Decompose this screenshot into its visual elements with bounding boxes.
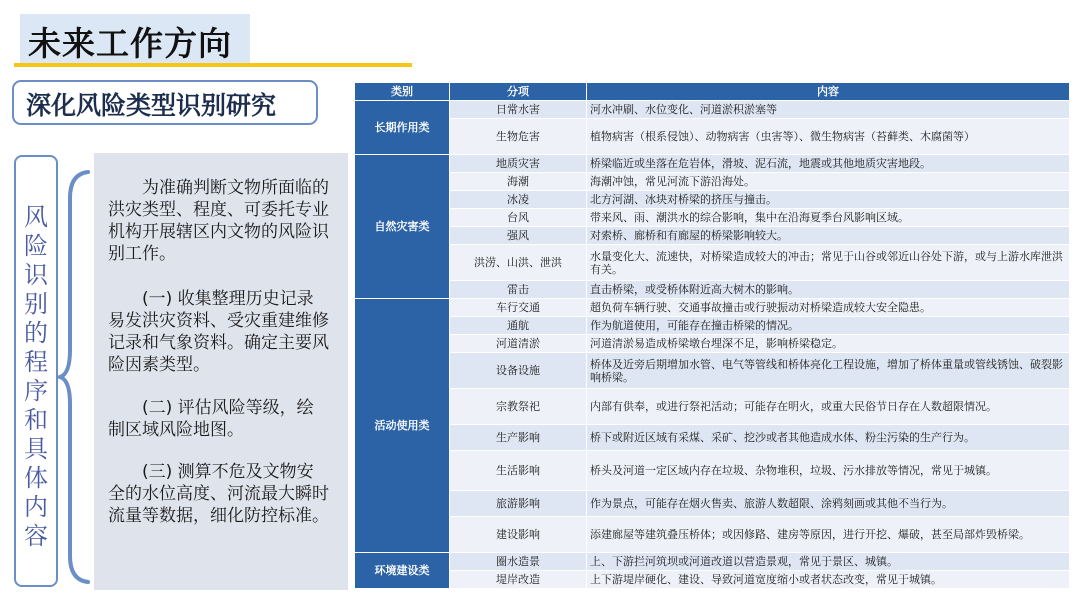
table-row bbox=[355, 191, 1070, 209]
header-content: 内容 bbox=[587, 83, 1070, 101]
table-row bbox=[355, 245, 1070, 281]
table-header-row bbox=[355, 83, 1070, 101]
subitem-cell: 雷击 bbox=[450, 281, 587, 299]
table-row bbox=[355, 389, 1070, 425]
subitem-cell: 河道清淤 bbox=[450, 335, 587, 353]
content-cell: 海潮冲蚀，常见河流下游沿海处。 bbox=[587, 173, 1070, 191]
subitem-cell: 车行交通 bbox=[450, 299, 587, 317]
table-row bbox=[355, 281, 1070, 299]
category-cell: 环境建设类 bbox=[355, 553, 450, 589]
content-cell: 桥梁临近或坐落在危岩体，滑坡、泥石流，地震或其他地质灾害地段。 bbox=[587, 155, 1070, 173]
content-cell: 对索桥、廊桥和有廊屋的桥梁影响较大。 bbox=[587, 227, 1070, 245]
header-subitem: 分项 bbox=[450, 83, 587, 101]
subitem-cell: 海潮 bbox=[450, 173, 587, 191]
content-cell: 作为景点，可能存在烟火售卖、旅游人数超限、涂鸦刻画或其他不当行为。 bbox=[587, 491, 1070, 517]
table-row bbox=[355, 335, 1070, 353]
subitem-cell: 圈水造景 bbox=[450, 553, 587, 571]
subitem-cell: 堤岸改造 bbox=[450, 571, 587, 589]
table-row bbox=[355, 173, 1070, 191]
paragraph-step-3: (三) 测算不危及文物安全的水位高度、河流最大瞬时流量等数据，细化防控标准。 bbox=[108, 462, 329, 526]
title-underline bbox=[14, 63, 412, 67]
subitem-cell: 旅游影响 bbox=[450, 491, 587, 517]
category-cell: 长期作用类 bbox=[355, 101, 450, 155]
subitem-cell: 生物危害 bbox=[450, 119, 587, 155]
table-row bbox=[355, 209, 1070, 227]
category-cell: 活动使用类 bbox=[355, 299, 450, 553]
subitem-cell: 台风 bbox=[450, 209, 587, 227]
table-row bbox=[355, 227, 1070, 245]
subitem-cell: 通航 bbox=[450, 317, 587, 335]
content-cell: 河道清淤易造成桥梁墩台埋深不足，影响桥梁稳定。 bbox=[587, 335, 1070, 353]
table-row bbox=[355, 491, 1070, 517]
content-cell: 北方河湖、冰块对桥梁的挤压与撞击。 bbox=[587, 191, 1070, 209]
risk-type-table bbox=[354, 82, 1070, 589]
paragraph-step-1: (一) 收集整理历史记录易发洪灾资料、受灾重建维修记录和气象资料。确定主要风险因素类型。 bbox=[108, 289, 329, 375]
header-category: 类别 bbox=[355, 83, 450, 101]
subitem-cell: 建设影响 bbox=[450, 517, 587, 553]
content-cell: 上、下游拦河筑坝或河道改道以营造景观，常见于景区、城镇。 bbox=[587, 553, 1070, 571]
vertical-label: 风险识别的程序和具体内容 bbox=[24, 203, 48, 550]
table-row bbox=[355, 155, 1070, 173]
table-row bbox=[355, 353, 1070, 389]
paragraph-intro: 为准确判断文物所面临的洪灾类型、程度、可委托专业机构开展辖区内文物的风险识别工作。 bbox=[108, 178, 329, 264]
table-row bbox=[355, 451, 1070, 491]
subitem-cell: 生活影响 bbox=[450, 451, 587, 491]
content-cell: 桥头及河道一定区域内存在垃圾、杂物堆积，垃圾、污水排放等情况，常见于城镇。 bbox=[587, 451, 1070, 491]
subitem-cell: 设备设施 bbox=[450, 353, 587, 389]
table-row bbox=[355, 553, 1070, 571]
content-cell: 桥体及近旁后期增加水管、电气等管线和桥体亮化工程设施，增加了桥体重量或管线锈蚀、破裂影响桥梁。 bbox=[587, 353, 1070, 389]
subitem-cell: 日常水害 bbox=[450, 101, 587, 119]
content-cell: 河水冲刷、水位变化、河道淤积淤塞等 bbox=[587, 101, 1070, 119]
content-cell: 上下游堤岸硬化、建设、导致河道宽度缩小或者状态改变，常见于城镇。 bbox=[587, 571, 1070, 589]
content-cell: 植物病害（根系侵蚀）、动物病害（虫害等）、微生物病害（苔藓类、木腐菌等） bbox=[587, 119, 1070, 155]
content-cell: 直击桥梁，或受桥体附近高大树木的影响。 bbox=[587, 281, 1070, 299]
table-row bbox=[355, 425, 1070, 451]
content-cell: 添建廊屋等建筑叠压桥体；或因修路、建房等原因，进行开挖、爆破，甚至局部炸毁桥梁。 bbox=[587, 517, 1070, 553]
subitem-cell: 地质灾害 bbox=[450, 155, 587, 173]
table-row bbox=[355, 317, 1070, 335]
subitem-cell: 洪涝、山洪、泄洪 bbox=[450, 245, 587, 281]
content-cell: 带来风、雨、潮洪水的综合影响，集中在沿海夏季台风影响区域。 bbox=[587, 209, 1070, 227]
page-title: 未来工作方向 bbox=[28, 24, 232, 63]
content-cell: 作为航道使用，可能存在撞击桥梁的情况。 bbox=[587, 317, 1070, 335]
content-cell: 水量变化大、流速快，对桥梁造成较大的冲击；常见于山谷或邻近山谷处下游，或与上游水库泄洪有关。 bbox=[587, 245, 1070, 281]
subitem-cell: 生产影响 bbox=[450, 425, 587, 451]
table-row bbox=[355, 571, 1070, 589]
content-cell: 桥下或附近区域有采煤、采矿、挖沙或者其他造成水体、粉尘污染的生产行为。 bbox=[587, 425, 1070, 451]
table-row bbox=[355, 119, 1070, 155]
subitem-cell: 宗教祭祀 bbox=[450, 389, 587, 425]
curly-brace bbox=[58, 170, 92, 584]
category-cell: 自然灾害类 bbox=[355, 155, 450, 299]
table-row bbox=[355, 299, 1070, 317]
paragraph-step-2: (二) 评估风险等级，绘制区域风险地图。 bbox=[108, 398, 314, 440]
content-cell: 超负荷车辆行驶、交通事故撞击或行驶振动对桥梁造成较大安全隐患。 bbox=[587, 299, 1070, 317]
table-row bbox=[355, 517, 1070, 553]
table-row bbox=[355, 101, 1070, 119]
section-subtitle: 深化风险类型识别研究 bbox=[26, 91, 277, 120]
subitem-cell: 强风 bbox=[450, 227, 587, 245]
subitem-cell: 冰凌 bbox=[450, 191, 587, 209]
content-cell: 内部有供奉，或进行祭祀活动；可能存在明火，或重大民俗节日存在人数超限情况。 bbox=[587, 389, 1070, 425]
